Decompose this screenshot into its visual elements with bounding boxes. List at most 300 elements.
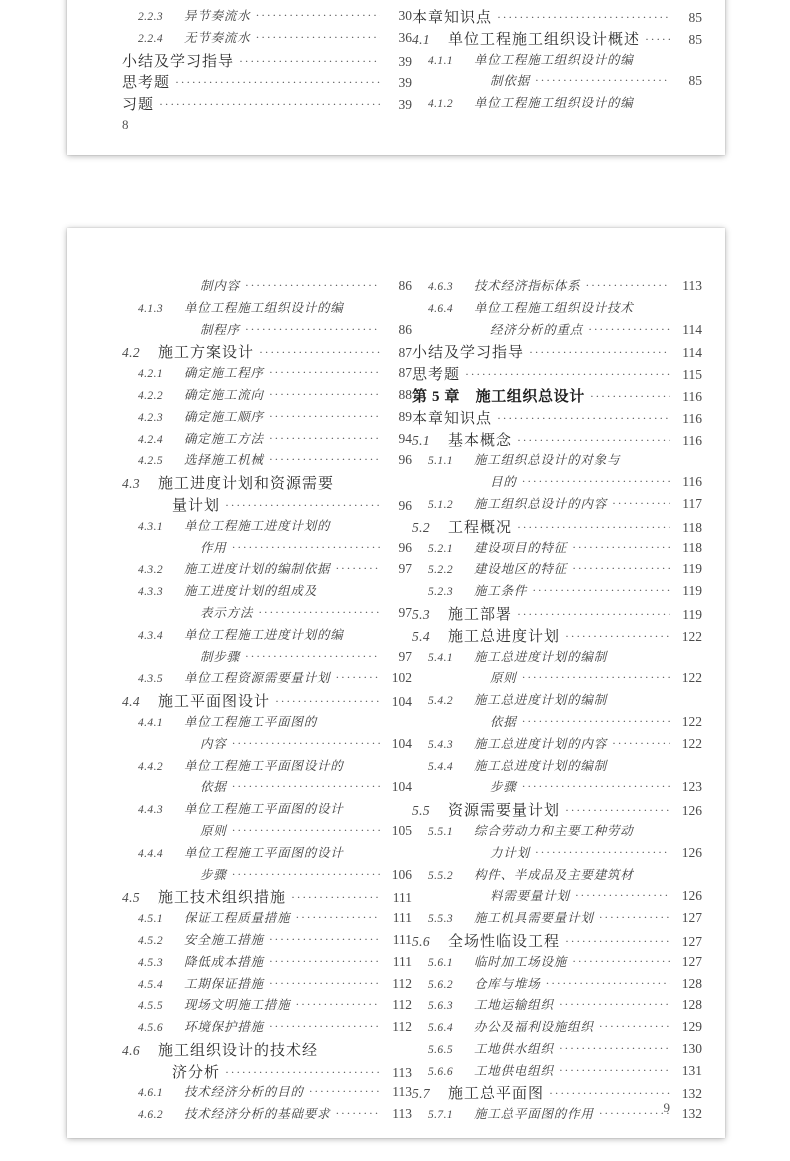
- toc-leader-dots: [291, 891, 380, 903]
- toc-entry-title: 单位工程施工平面图设计的: [184, 758, 344, 773]
- toc-leader-dots: [522, 780, 670, 792]
- toc-entry-number: 5.6.6: [428, 1065, 453, 1078]
- toc-entry-title: 原则: [490, 671, 517, 686]
- toc-entry[interactable]: [412, 50, 702, 72]
- toc-entry-page-number: 87: [398, 345, 412, 361]
- toc-leader-dots: [565, 630, 670, 642]
- toc-entry-number: 4.3.3: [138, 586, 163, 599]
- toc-entry-title: 临时加工场设施: [474, 954, 568, 969]
- toc-entry-page-number: 118: [682, 519, 702, 535]
- toc-entry-page-number: 106: [391, 866, 412, 882]
- toc-leader-dots: [517, 521, 670, 533]
- toc-leader-dots: [549, 1087, 670, 1099]
- toc-leader-dots: [275, 695, 380, 707]
- toc-leader-dots: [245, 279, 380, 291]
- toc-entry[interactable]: [122, 799, 412, 821]
- toc-entry-title: 施工总进度计划的内容: [474, 736, 608, 751]
- toc-entry-title: 单位工程施工进度计划的编: [184, 627, 344, 642]
- toc-column-left: [122, 6, 412, 115]
- toc-entry[interactable]: [122, 71, 412, 93]
- toc-entry-number: 5.7: [412, 1086, 431, 1102]
- toc-entry[interactable]: [122, 93, 412, 115]
- toc-entry[interactable]: [412, 843, 702, 865]
- toc-entry[interactable]: [412, 407, 702, 429]
- toc-entry[interactable]: [412, 952, 702, 974]
- toc-entry-title: 工地运输组织: [474, 998, 554, 1013]
- toc-entry-title: 单位工程施工平面图的: [184, 714, 318, 729]
- toc-entry-title: 环境保护措施: [184, 1020, 264, 1035]
- toc-leader-dots: [269, 366, 380, 378]
- toc-column-left: [122, 276, 412, 1126]
- toc-entry[interactable]: [412, 320, 702, 342]
- toc-entry[interactable]: [412, 756, 702, 778]
- toc-entry[interactable]: [412, 298, 702, 320]
- toc-entry-page-number: 116: [682, 432, 702, 448]
- toc-entry-number: 4.2: [122, 345, 141, 361]
- toc-entry[interactable]: [412, 1061, 702, 1083]
- toc-leader-dots: [590, 390, 670, 402]
- toc-entry-page-number: 30: [398, 8, 412, 23]
- toc-entry[interactable]: [412, 276, 702, 298]
- toc-entry[interactable]: [412, 668, 702, 690]
- toc-entry-page-number: 39: [398, 75, 412, 91]
- toc-entry-title: 单位工程施工组织设计的编: [474, 52, 634, 67]
- toc-entry[interactable]: [122, 777, 412, 799]
- toc-entry-number: 4.4.2: [138, 760, 163, 773]
- toc-entry-title: 选择施工机械: [184, 453, 264, 468]
- toc-entry-page-number: 85: [688, 10, 702, 25]
- toc-entry[interactable]: [412, 385, 702, 407]
- toc-entry-page-number: 39: [398, 53, 412, 69]
- toc-entry[interactable]: [412, 821, 702, 843]
- toc-column-right: [412, 276, 702, 1126]
- toc-entry-page-number: 102: [391, 670, 412, 686]
- toc-entry-page-number: 122: [681, 713, 702, 729]
- toc-entry[interactable]: [412, 538, 702, 560]
- toc-leader-dots: [232, 824, 380, 836]
- toc-entry[interactable]: [122, 472, 412, 494]
- toc-leader-dots: [269, 955, 380, 967]
- toc-entry-number: 4.1.2: [428, 98, 453, 111]
- toc-entry-title: 施工方案设计: [158, 345, 255, 362]
- toc-entry-page-number: 85: [688, 73, 702, 89]
- page-folio: 8: [122, 117, 129, 132]
- toc-entry-title: 施工平面图设计: [158, 694, 271, 711]
- toc-leader-dots: [295, 998, 380, 1010]
- toc-entry-page-number: 118: [682, 539, 702, 555]
- toc-entry[interactable]: [122, 450, 412, 472]
- toc-entry[interactable]: [122, 363, 412, 385]
- toc-entry-number: 4.3.1: [138, 520, 163, 533]
- toc-entry-page-number: 116: [682, 474, 702, 490]
- toc-entry[interactable]: [412, 341, 702, 363]
- toc-entry-page-number: 119: [682, 583, 702, 599]
- toc-entry-page-number: 86: [398, 278, 412, 293]
- toc-leader-dots: [546, 977, 670, 989]
- toc-entry[interactable]: [122, 756, 412, 778]
- toc-entry[interactable]: [122, 690, 412, 712]
- toc-entry-number: 5.1: [412, 432, 431, 448]
- toc-entry[interactable]: [412, 1017, 702, 1039]
- toc-entry[interactable]: [412, 603, 702, 625]
- toc-leader-dots: [522, 671, 670, 683]
- toc-leader-dots: [256, 31, 380, 43]
- toc-entry[interactable]: [412, 450, 702, 472]
- toc-leader-dots: [232, 780, 380, 792]
- toc-entry[interactable]: [412, 93, 702, 115]
- toc-entry-page-number: 126: [681, 888, 702, 904]
- toc-entry-number: 5.4.2: [428, 695, 453, 708]
- toc-entry[interactable]: [122, 1104, 412, 1126]
- toc-entry[interactable]: [122, 712, 412, 734]
- toc-entry[interactable]: [412, 908, 702, 930]
- toc-entry-page-number: 105: [391, 822, 412, 838]
- toc-entry-title: 制程序: [200, 322, 240, 337]
- toc-leader-dots: [599, 911, 670, 923]
- toc-entry-title: 制依据: [490, 74, 530, 89]
- toc-entry-page-number: 127: [681, 953, 702, 969]
- toc-leader-dots: [572, 562, 670, 574]
- toc-leader-dots: [159, 98, 380, 110]
- toc-entry-number: 5.5: [412, 803, 431, 819]
- toc-leader-dots: [612, 497, 670, 509]
- toc-entry-page-number: 122: [681, 735, 702, 751]
- toc-entry-number: 4.2.4: [138, 433, 163, 446]
- toc-entry-number: 4.6.4: [428, 302, 453, 315]
- toc-entry[interactable]: [122, 647, 412, 669]
- toc-entry-title: 施工条件: [474, 584, 528, 599]
- toc-leader-dots: [269, 388, 380, 400]
- toc-entry[interactable]: [122, 385, 412, 407]
- toc-entry[interactable]: [122, 407, 412, 429]
- toc-entry-page-number: 128: [681, 975, 702, 991]
- toc-entry-title: 依据: [200, 780, 227, 795]
- toc-entry-number: 4.5.6: [138, 1022, 163, 1035]
- toc-leader-dots: [245, 650, 380, 662]
- toc-entry-title: 确定施工流向: [184, 387, 264, 402]
- toc-entry[interactable]: [412, 799, 702, 821]
- toc-entry-page-number: 36: [398, 29, 412, 45]
- toc-entry[interactable]: [122, 320, 412, 342]
- toc-entry-page-number: 87: [398, 365, 412, 381]
- toc-entry-title: 目的: [490, 475, 517, 490]
- toc-entry-number: 4.3: [122, 476, 141, 492]
- toc-entry-page-number: 96: [398, 452, 412, 468]
- toc-entry[interactable]: [122, 821, 412, 843]
- toc-entry-title: 施工组织总设计的对象与: [474, 453, 621, 468]
- toc-leader-dots: [529, 346, 670, 358]
- toc-entry-page-number: 111: [392, 931, 412, 947]
- toc-entry-number: 4.3.5: [138, 673, 163, 686]
- toc-entry[interactable]: [122, 538, 412, 560]
- toc-entry[interactable]: [412, 71, 702, 93]
- toc-entry[interactable]: [122, 886, 412, 908]
- toc-entry-title: 施工总进度计划的编制: [474, 649, 608, 664]
- toc-entry-number: 5.6.4: [428, 1022, 453, 1035]
- toc-entry-number: 5.2.3: [428, 586, 453, 599]
- toc-entry-title: 施工总进度计划: [448, 628, 561, 645]
- toc-entry-page-number: 122: [681, 628, 702, 644]
- toc-entry-title: 施工技术组织措施: [158, 890, 287, 907]
- toc-leader-dots: [259, 346, 380, 358]
- toc-entry-number: 5.6.1: [428, 956, 453, 969]
- toc-leader-dots: [465, 368, 670, 380]
- toc-entry-page-number: 119: [682, 561, 702, 577]
- toc-entry[interactable]: [122, 668, 412, 690]
- toc-entry-number: 5.4.4: [428, 760, 453, 773]
- toc-entry-title: 建设地区的特征: [474, 562, 568, 577]
- toc-entry-number: 5.2.1: [428, 542, 453, 555]
- toc-entry-title: 全场性临设工程: [448, 933, 561, 950]
- toc-entry-title: 作用: [200, 540, 227, 555]
- toc-entry-page-number: 104: [391, 735, 412, 751]
- toc-entry-title: 工地供电组织: [474, 1063, 554, 1078]
- toc-entry-title: 力计划: [490, 845, 530, 860]
- toc-leader-dots: [572, 955, 670, 967]
- toc-entry[interactable]: [412, 886, 702, 908]
- toc-entry-title: 资源需要量计划: [448, 803, 561, 820]
- toc-leader-dots: [258, 606, 380, 618]
- toc-entry[interactable]: [122, 908, 412, 930]
- toc-leader-dots: [245, 323, 380, 335]
- toc-entry[interactable]: [122, 865, 412, 887]
- toc-leader-dots: [517, 434, 670, 446]
- toc-entry[interactable]: [122, 516, 412, 538]
- toc-entry[interactable]: [122, 429, 412, 451]
- toc-entry-number: 4.6.3: [428, 281, 453, 293]
- toc-entry-page-number: 97: [398, 604, 412, 620]
- page-columns: [67, 0, 725, 155]
- toc-leader-dots: [599, 1107, 670, 1119]
- toc-entry[interactable]: [412, 472, 702, 494]
- toc-entry-title: 施工组织设计的技术经: [158, 1042, 319, 1059]
- page-columns: [67, 228, 725, 1138]
- toc-entry[interactable]: [412, 28, 702, 50]
- toc-entry-number: 5.4.1: [428, 651, 453, 664]
- toc-entry-page-number: 114: [682, 321, 702, 337]
- toc-entry-title: 建设项目的特征: [474, 540, 568, 555]
- toc-entry-title: 异节奏流水: [184, 9, 251, 23]
- toc-entry-number: 4.6: [122, 1042, 141, 1058]
- toc-entry-title: 降低成本措施: [184, 954, 264, 969]
- toc-leader-dots: [522, 715, 670, 727]
- toc-entry-title: 制内容: [200, 279, 240, 293]
- toc-entry-page-number: 86: [398, 321, 412, 337]
- toc-entry[interactable]: [122, 494, 412, 516]
- toc-entry[interactable]: [122, 28, 412, 50]
- toc-entry[interactable]: [412, 930, 702, 952]
- toc-leader-dots: [532, 584, 670, 596]
- toc-leader-dots: [269, 410, 380, 422]
- toc-leader-dots: [497, 11, 670, 23]
- toc-entry-number: 5.2.2: [428, 564, 453, 577]
- toc-entry-number: 5.6.3: [428, 1000, 453, 1013]
- toc-entry-number: 5.6.2: [428, 978, 453, 991]
- toc-entry-title: 单位工程施工平面图的设计: [184, 802, 344, 817]
- toc-entry-title: 量计划: [172, 497, 221, 514]
- toc-entry-page-number: 114: [682, 345, 702, 361]
- toc-entry[interactable]: [122, 50, 412, 72]
- toc-entry-title: 办公及福利设施组织: [474, 1020, 594, 1035]
- toc-entry-number: 5.5.2: [428, 869, 453, 882]
- toc-entry-title: 单位工程施工组织设计技术: [474, 300, 634, 315]
- toc-entry-title: 单位工程施工进度计划的: [184, 518, 331, 533]
- toc-entry-title: 现场文明施工措施: [184, 998, 291, 1013]
- toc-entry-number: 4.5.4: [138, 978, 163, 991]
- toc-entry-title: 确定施工顺序: [184, 409, 264, 424]
- toc-entry-title: 基本概念: [448, 432, 513, 449]
- toc-leader-dots: [599, 1020, 670, 1032]
- toc-entry-number: 5.7.1: [428, 1109, 453, 1122]
- toc-entry[interactable]: [122, 603, 412, 625]
- toc-entry[interactable]: [122, 843, 412, 865]
- toc-entry[interactable]: [122, 581, 412, 603]
- toc-entry-title: 施工机具需要量计划: [474, 911, 594, 926]
- toc-entry[interactable]: [412, 995, 702, 1017]
- toc-leader-dots: [565, 804, 670, 816]
- toc-entry-title: 思考题: [412, 367, 461, 384]
- toc-entry[interactable]: [122, 952, 412, 974]
- toc-leader-dots: [559, 998, 670, 1010]
- toc-entry[interactable]: [412, 1082, 702, 1104]
- toc-entry[interactable]: [412, 429, 702, 451]
- toc-entry[interactable]: [412, 690, 702, 712]
- toc-entry-page-number: 112: [392, 975, 412, 991]
- toc-leader-dots: [225, 499, 380, 511]
- toc-leader-dots: [572, 541, 670, 553]
- toc-entry-number: 4.5.5: [138, 1000, 163, 1013]
- toc-entry[interactable]: [412, 712, 702, 734]
- toc-entry-page-number: 113: [682, 278, 702, 293]
- toc-leader-dots: [269, 1020, 380, 1032]
- toc-column-right: [412, 6, 702, 115]
- toc-entry[interactable]: [412, 581, 702, 603]
- toc-entry-page-number: 85: [688, 31, 702, 47]
- toc-entry[interactable]: [412, 363, 702, 385]
- toc-entry-page-number: 111: [392, 953, 412, 969]
- toc-entry-number: 5.6.5: [428, 1043, 453, 1056]
- toc-entry-title: 仓库与堆场: [474, 976, 541, 991]
- toc-leader-dots: [645, 33, 670, 45]
- toc-entry-page-number: 126: [681, 844, 702, 860]
- toc-entry-title: 确定施工方法: [184, 431, 264, 446]
- toc-leader-dots: [309, 1085, 380, 1097]
- toc-entry-title: 施工进度计划和资源需要: [158, 476, 335, 493]
- toc-entry-page-number: 97: [398, 648, 412, 664]
- toc-entry-title: 保证工程质量措施: [184, 911, 291, 926]
- toc-entry-number: 5.5.1: [428, 825, 453, 838]
- toc-entry[interactable]: [122, 298, 412, 320]
- toc-entry[interactable]: [122, 995, 412, 1017]
- toc-entry[interactable]: [412, 1104, 702, 1126]
- toc-entry-number: 4.6.2: [138, 1109, 163, 1122]
- toc-entry-title: 施工总进度计划的编制: [474, 693, 608, 708]
- toc-leader-dots: [232, 868, 380, 880]
- toc-entry-page-number: 96: [398, 539, 412, 555]
- toc-entry-title: 第 5 章 施工组织总设计: [412, 388, 585, 405]
- toc-entry[interactable]: [122, 559, 412, 581]
- toc-entry[interactable]: [122, 974, 412, 996]
- toc-leader-dots: [225, 1066, 380, 1078]
- toc-leader-dots: [535, 74, 670, 86]
- toc-entry-number: 4.1: [412, 31, 431, 47]
- toc-entry[interactable]: [122, 1017, 412, 1039]
- toc-entry-title: 制步骤: [200, 649, 240, 664]
- toc-entry[interactable]: [122, 341, 412, 363]
- toc-entry[interactable]: [122, 734, 412, 756]
- toc-entry[interactable]: [122, 1082, 412, 1104]
- toc-leader-dots: [535, 846, 670, 858]
- toc-entry-page-number: 119: [682, 606, 702, 622]
- toc-entry[interactable]: [122, 625, 412, 647]
- toc-entry-title: 施工进度计划的组成及: [184, 584, 318, 599]
- toc-leader-dots: [575, 889, 670, 901]
- toc-entry-title: 本章知识点: [412, 410, 493, 427]
- toc-entry-number: 5.5.3: [428, 913, 453, 926]
- toc-entry-title: 步骤: [200, 867, 227, 882]
- toc-entry-page-number: 111: [392, 890, 412, 906]
- toc-entry-page-number: 127: [681, 933, 702, 949]
- toc-entry[interactable]: [412, 734, 702, 756]
- toc-entry-page-number: 131: [681, 1062, 702, 1078]
- toc-entry-number: 4.2.1: [138, 368, 163, 381]
- toc-entry[interactable]: [412, 865, 702, 887]
- toc-leader-dots: [588, 323, 670, 335]
- toc-leader-dots: [612, 737, 670, 749]
- toc-entry-title: 内容: [200, 736, 227, 751]
- toc-entry-number: 4.4.1: [138, 716, 163, 729]
- toc-entry[interactable]: [122, 930, 412, 952]
- toc-page-9: [67, 228, 725, 1138]
- toc-entry-page-number: 132: [681, 1086, 702, 1102]
- toc-entry-title: 无节奏流水: [184, 30, 251, 45]
- toc-leader-dots: [269, 453, 380, 465]
- toc-entry[interactable]: [412, 647, 702, 669]
- toc-page-8: [67, 0, 725, 155]
- toc-entry-title: 构件、半成品及主要建筑材: [474, 867, 634, 882]
- toc-entry-title: 依据: [490, 714, 517, 729]
- toc-entry[interactable]: [412, 6, 702, 28]
- toc-entry-title: 施工进度计划的编制依据: [184, 562, 331, 577]
- toc-entry[interactable]: [412, 1039, 702, 1061]
- toc-entry-title: 小结及学习指导: [122, 53, 235, 70]
- toc-entry-title: 技术经济指标体系: [474, 279, 581, 293]
- toc-entry-title: 工地供水组织: [474, 1041, 554, 1056]
- toc-entry-title: 施工总平面图的作用: [474, 1107, 594, 1122]
- toc-entry[interactable]: [412, 494, 702, 516]
- toc-entry[interactable]: [122, 1061, 412, 1083]
- toc-entry-page-number: 130: [681, 1040, 702, 1056]
- toc-entry-title: 技术经济分析的基础要求: [184, 1107, 331, 1122]
- toc-entry-page-number: 122: [681, 670, 702, 686]
- toc-leader-dots: [559, 1064, 670, 1076]
- toc-entry-title: 施工总平面图: [448, 1086, 545, 1103]
- toc-entry-number: 5.3: [412, 606, 431, 622]
- toc-leader-dots: [295, 911, 380, 923]
- toc-entry[interactable]: [412, 974, 702, 996]
- toc-entry-title: 济分析: [172, 1064, 221, 1081]
- toc-entry-title: 工期保证措施: [184, 976, 264, 991]
- toc-entry[interactable]: [412, 777, 702, 799]
- toc-entry[interactable]: [412, 559, 702, 581]
- toc-entry[interactable]: [122, 1039, 412, 1061]
- toc-entry-title: 本章知识点: [412, 10, 493, 26]
- toc-entry[interactable]: [122, 276, 412, 298]
- toc-entry[interactable]: [412, 516, 702, 538]
- toc-entry[interactable]: [412, 625, 702, 647]
- toc-leader-dots: [559, 1042, 670, 1054]
- toc-entry[interactable]: [122, 6, 412, 28]
